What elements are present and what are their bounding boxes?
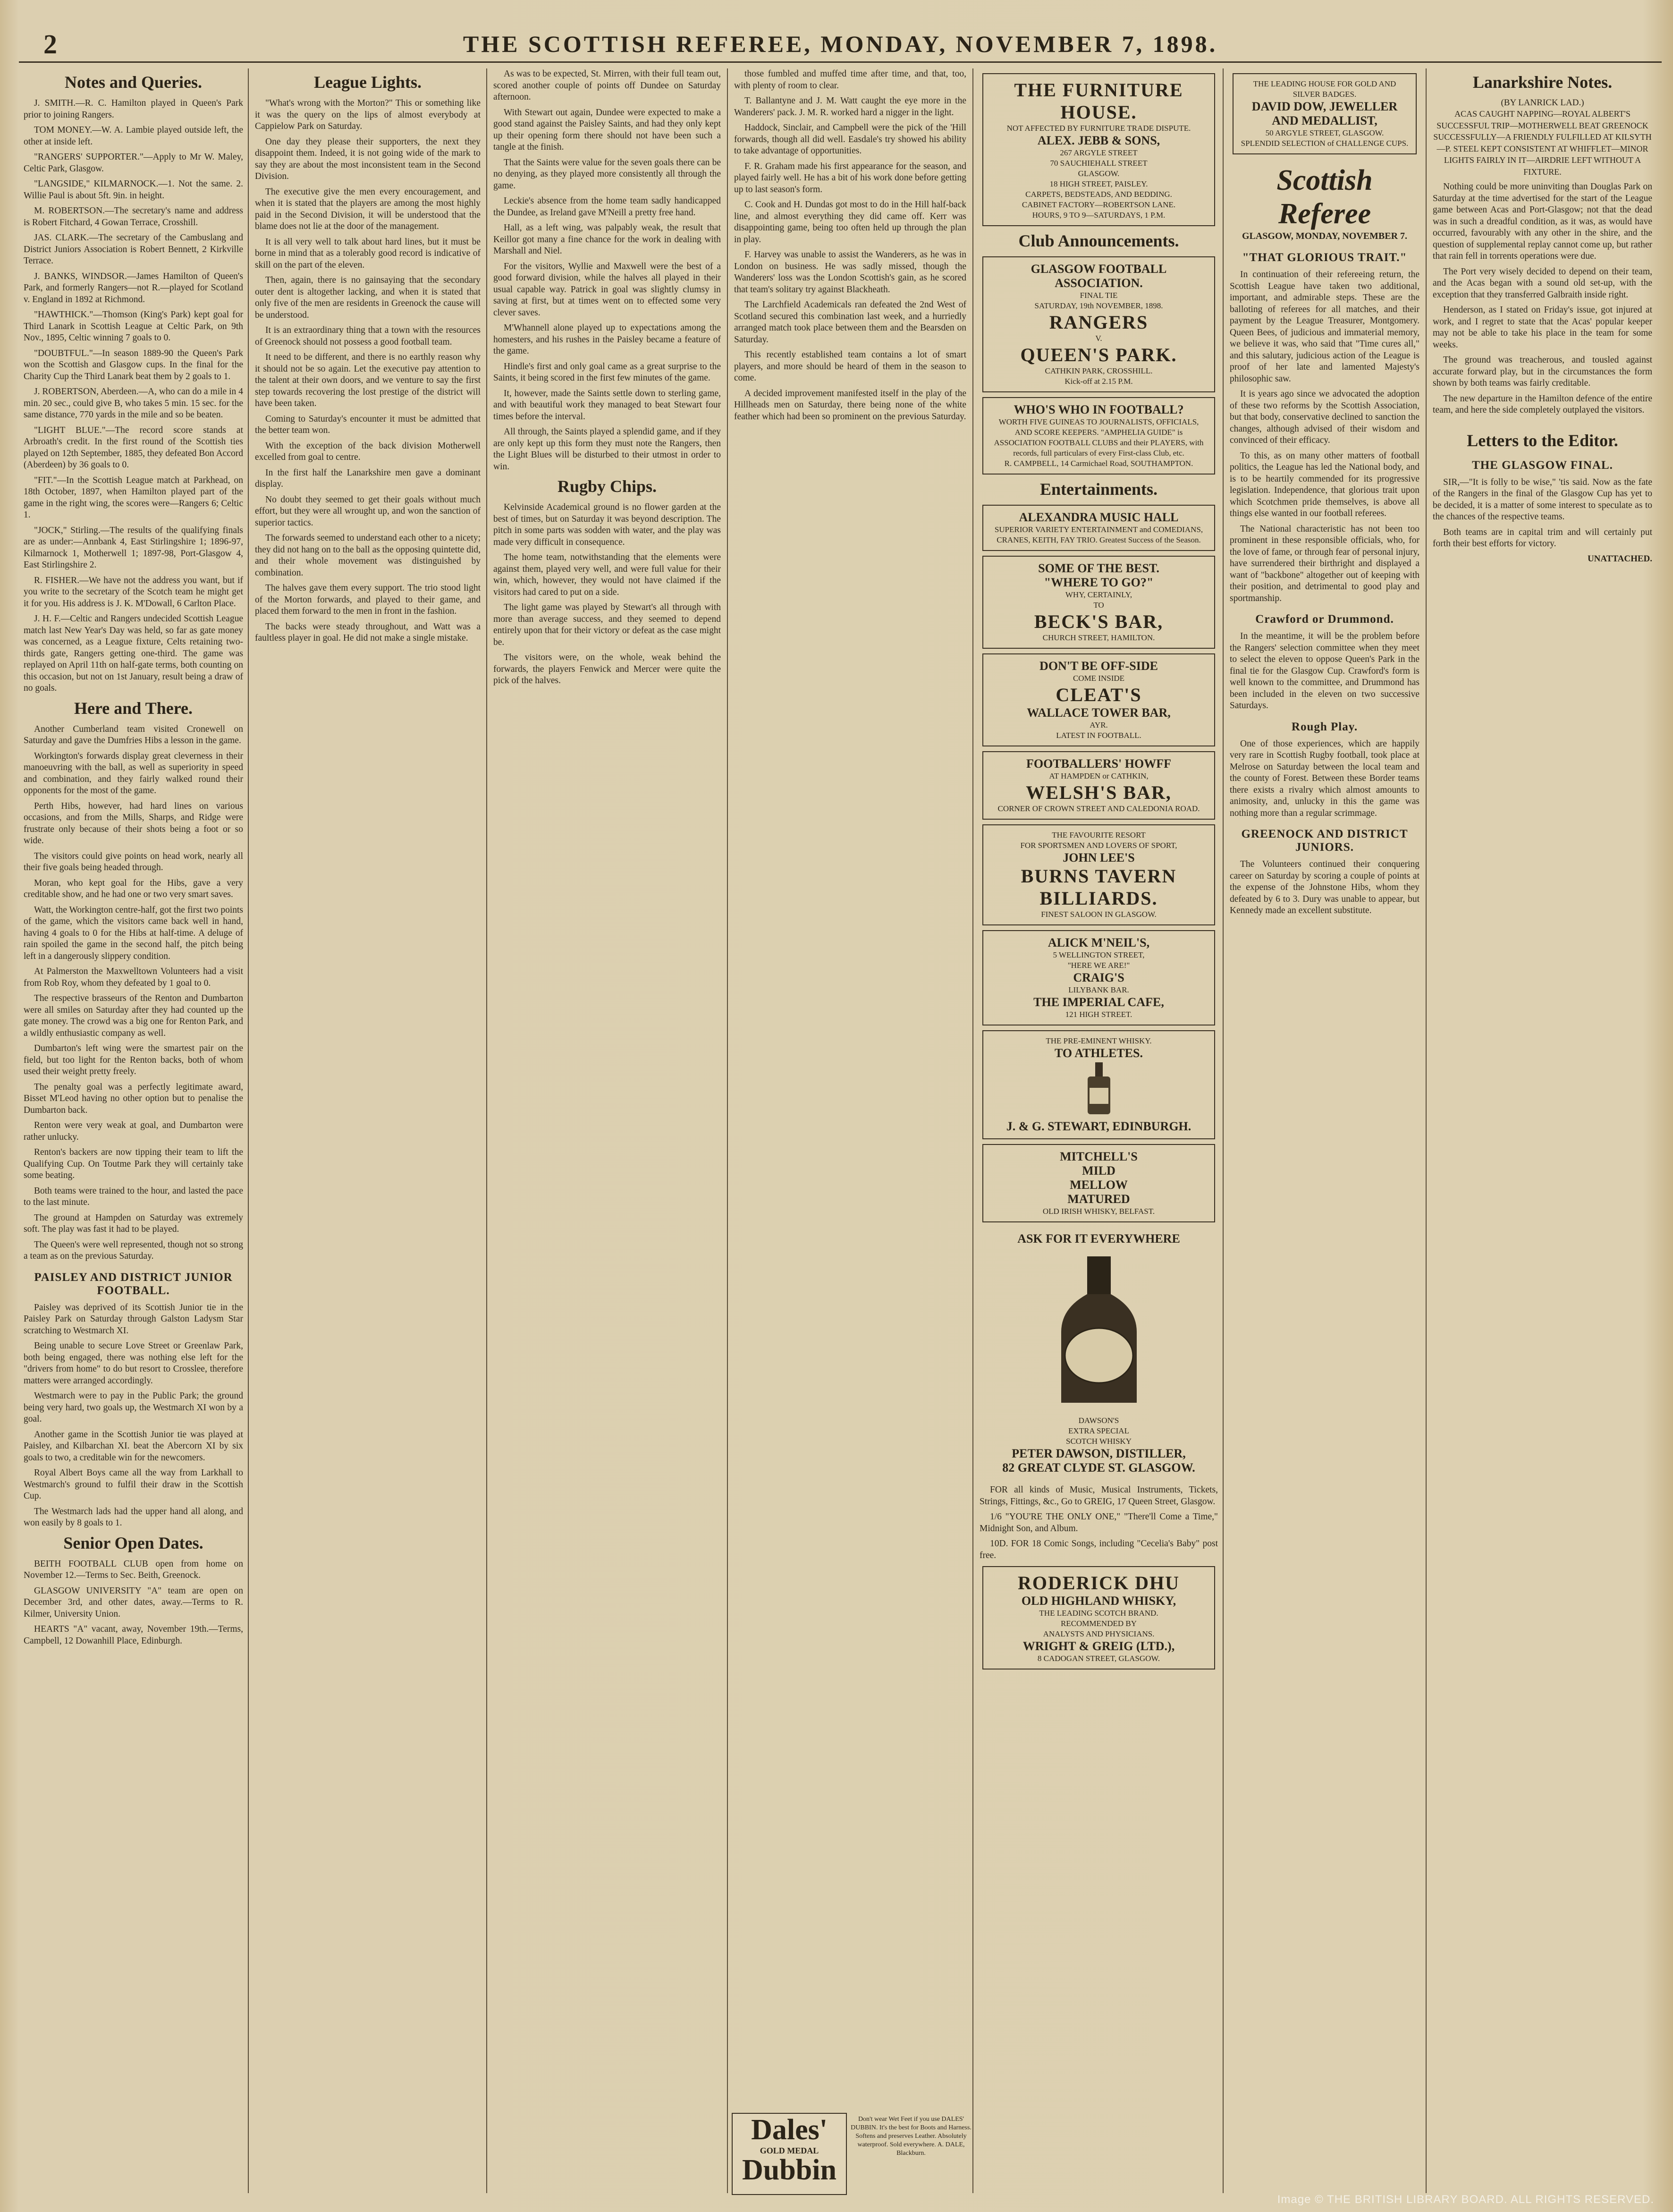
article-paragraph: J. ROBERTSON, Aberdeen.—A, who can do a mile in 4 min. 20 sec., could give B, who takes 5 min. 15 sec. for the same distance, 770 yards in the mile and so be beaten. (24, 387, 243, 420)
stewart-whisky-ad (982, 1030, 1215, 1139)
ad-line: SATURDAY, 19th NOVEMBER, 1898. (1034, 301, 1163, 310)
ad-address: 70 SAUCHIEHALL STREET (1050, 159, 1148, 168)
article-paragraph: It is all very well to talk about hard lines, but it must be borne in mind that as a tolerably good record is indicative of skill on the part of the eleven. (255, 237, 481, 270)
ad-line: COME INSIDE (1073, 674, 1125, 683)
ad-line: R. CAMPBELL, 14 Carmichael Road, SOUTHAMPTON. (1004, 459, 1193, 468)
article-paragraph: J. H. F.—Celtic and Rangers undecided Scottish League match last New Year's Day was held, so far as gate money was concerned, as a League fixture, Celts retaining two-thirds gate, Rangers getting one-third. The game was replayed on April 11th on half-gate terms, both counting on this occasion, but not on 1st January, result being a draw of no goals. (24, 614, 243, 693)
ad-line: WRIGHT & GREIG (LTD.), (1022, 1639, 1175, 1653)
section-heading: Notes and Queries. (65, 73, 202, 92)
ad-line: FINAL TIE (1080, 291, 1118, 300)
article-paragraph: All through, the Saints played a splendid game, and if they are only kept up this form they must note the Rangers, then the Light Blues will be disturbed to their utmost in order to win. (493, 427, 721, 472)
article-paragraph: The backs were steady throughout, and Watt was a faultless player in goal. He did not make a single mistake. (255, 621, 481, 643)
paragraph-list (1230, 269, 1420, 604)
ad-title: THE PRE-EMINENT WHISKY. (1046, 1036, 1152, 1045)
ad-line: V. (1095, 334, 1102, 343)
article-paragraph: The ground at Hampden on Saturday was extremely soft. The play was fast it had to be played. (24, 1212, 243, 1234)
article-paragraph: The home team, notwithstanding that the elements were against them, played very well, and were full value for their win, which, however, they would not have claimed if the visitors had cared to put on a side. (493, 552, 721, 597)
column-notes-and-queries (24, 68, 243, 2193)
article-paragraph: JAS. CLARK.—The secretary of the Cambuslang and District Juniors Association is Robert Bennett, 2 Kirkville Terrace. (24, 233, 243, 266)
article-paragraph: The respective brasseurs of the Renton and Dumbarton were all smiles on Saturday after they had counted up the gate money. The crowd was a big one for Renton Park, and a wildly enthusiastic company as well. (24, 993, 243, 1038)
section-heading: Entertainments. (1040, 480, 1158, 499)
paragraph-list (493, 68, 721, 473)
article-paragraph: Royal Albert Boys came all the way from Larkhall to Westmarch's ground to fulfil their draw in the Scottish Cup. (24, 1468, 243, 1501)
article-paragraph: Moran, who kept goal for the Hibs, gave a very creditable show, and he had one or two very smart saves. (24, 878, 243, 899)
ad-subtitle: NOT AFFECTED BY FURNITURE TRADE DISPUTE. (1006, 124, 1191, 133)
article-paragraph: Watt, the Workington centre-half, got the first two points of the game, which the visitors came back well in hand, having 4 goals to 0 for the Hibs at half-time. A deluge of rain spoiled the game in the second half, the pitch being left in a dangerously slippery condition. (24, 905, 243, 961)
article-paragraph: The Queen's were well represented, though not so strong a team as on the previous Saturday. (24, 1239, 243, 1261)
ad-line: THE FAVOURITE RESORT (1052, 831, 1146, 839)
article-paragraph: "JOCK," Stirling.—The results of the qualifying finals are as under:—Annbank 4, East Stirlingshire 1; 1896-97, Kilmarnock 1, Motherwell 1; 1897-98, Port-Glasgow 4, East Stirlingshire 2. (24, 525, 243, 570)
ad-line: OLD IRISH WHISKY, BELFAST. (1042, 1207, 1155, 1216)
small-ads-list (980, 1484, 1218, 1561)
ad-line: ANALYSTS AND PHYSICIANS. (1043, 1629, 1155, 1638)
column-rule (248, 68, 249, 2193)
dawson-whisky-ad (982, 1227, 1215, 1480)
paragraph-list (1433, 181, 1652, 416)
column-rule (1426, 68, 1427, 2193)
article-paragraph: BEITH FOOTBALL CLUB open from home on November 12.—Terms to Sec. Beith, Greenock. (24, 1559, 243, 1580)
ad-line: "WHERE TO GO?" (1044, 576, 1154, 589)
article-paragraph: To this, as on many other matters of football politics, the League has led the National body, and is to be heartily commended for its progressive legislation. Independence, that glorious trait upon which Scotchmen pride themselves, is above all things else wanted in our football referees. (1230, 450, 1420, 518)
article-paragraph: Both teams are in capital trim and will certainly put forth their best efforts for victory. (1433, 527, 1652, 549)
paragraph-list (1230, 859, 1420, 917)
ad-title: ALEXANDRA MUSIC HALL (1019, 510, 1179, 524)
article-paragraph: Leckie's absence from the home team sadly handicapped the Dundee, as Ireland gave M'Neill a pretty free hand. (493, 196, 721, 218)
article-paragraph: GLASGOW UNIVERSITY "A" team are open on December 3rd, and other dates, away.—Terms to R. Kilmer, University Union. (24, 1585, 243, 1619)
article-paragraph: The penalty goal was a perfectly legitimate award, Bisset M'Leod having no other option but to penalise the Dumbarton back. (24, 1082, 243, 1115)
section-heading: Rugby Chips. (557, 477, 657, 496)
article-paragraph: J. SMITH.—R. C. Hamilton played in Queen's Park prior to joining Rangers. (24, 98, 243, 120)
newspaper-title: THE SCOTTISH REFEREE, MONDAY, NOVEMBER 7, 1898. (463, 31, 1218, 57)
article-paragraph: The visitors were, on the whole, weak behind the forwards, the players Fenwick and Mercer were quite the pick of the halves. (493, 653, 721, 686)
sub-heading: Crawford or Drummond. (1255, 613, 1394, 626)
ad-line: BURNS TAVERN (1021, 865, 1177, 887)
article-paragraph: Both teams were trained to the hour, and lasted the pace to the last minute. (24, 1186, 243, 1207)
cleats-bar-ad (982, 653, 1215, 746)
ad-line: LATEST IN FOOTBALL. (1056, 731, 1141, 740)
sub-heading: Rough Play. (1291, 720, 1358, 733)
article-paragraph: Dumbarton's left wing were the smartest pair on the field, but too light for the Renton backs, both of whom used their weight pretty freely. (24, 1043, 243, 1076)
ad-firm: ALEX. JEBB & SONS, (1037, 134, 1160, 147)
dales-dubbin-ad (732, 2113, 847, 2195)
article-paragraph: It is years ago since we advocated the adoption of these two reforms by the Scottish Association, but that body, conservative declined to sanction the changes, although advised of their wisdom and convinced of their efficacy. (1230, 389, 1420, 445)
paragraph-list (493, 502, 721, 687)
ad-city: GLASGOW. (1078, 169, 1120, 178)
article-paragraph: The ground was treacherous, and tousled against accurate forward play, but in the circumstances the form shown by both teams was fairly creditable. (1433, 355, 1652, 388)
article-paragraph: 1/6 "YOU'RE THE ONLY ONE," "There'll Come a Time," Midnight Son, and Album. (980, 1512, 1218, 1534)
ad-line: SPLENDID SELECTION of CHALLENGE CUPS. (1241, 139, 1409, 148)
article-paragraph: "LANGSIDE," KILMARNOCK.—1. Not the same. 2. Willie Paul is about 5ft. 9in. in height. (24, 179, 243, 201)
music-hall-ad (982, 505, 1215, 551)
article-paragraph: It is an extraordinary thing that a town with the resources of Greenock should not possess a good football team. (255, 325, 481, 347)
summary: ACAS CAUGHT NAPPING—ROYAL ALBERT'S SUCCESSFUL TRIP—MOTHERWELL BEAT GREENOCK SUCCESSFULLY—A FRIENDLY FULFILLED AT KILSYTH—P. STEEL KEPT CONSISTENT AT WHIFFLET—MINOR LIGHTS FAIRLY IN IT—AIRDRIE LEFT WITHOUT A FIXTURE. (1433, 109, 1652, 177)
paragraph-list (24, 724, 243, 1263)
ad-line: BILLIARDS. (1039, 888, 1158, 909)
article-paragraph: The Volunteers continued their conquering career on Saturday by scoring a couple of points at the expense of the Johnstone Hibs, whom they defeated by 6 to 3. Dury was unable to appear, but Kennedy made an excellent substitute. (1230, 859, 1420, 915)
article-paragraph: This recently established team contains a lot of smart players, and more should be heard of them in the season to come. (734, 350, 966, 383)
becks-bar-ad (982, 556, 1215, 649)
whisky-bottle-icon (1028, 1252, 1170, 1407)
article-paragraph: M'Whannell alone played up to expectations among the homesters, and his rushes in the Paisley became a feature of the game. (493, 323, 721, 356)
article-paragraph: No doubt they seemed to get their goals without much effort, but they were all wrought up, and won the sanction of superior tactics. (255, 494, 481, 528)
ad-line: BECK'S BAR, (1034, 611, 1164, 632)
referee-title: Scottish Referee (1276, 164, 1373, 230)
ad-address: 267 ARGYLE STREET (1060, 148, 1138, 157)
ad-line: FOOTBALLERS' HOWFF (1026, 757, 1171, 771)
paragraph-list (734, 68, 966, 423)
ad-line: AYR. (1090, 720, 1108, 729)
ad-line: GLASGOW FOOTBALL ASSOCIATION. (1031, 262, 1167, 290)
referee-dateline: GLASGOW, MONDAY, NOVEMBER 7. (1242, 231, 1408, 241)
article-paragraph: With Stewart out again, Dundee were expected to make a good stand against the Paisley Saints, and had they only kept up their opening form there should not have been such a tangle at the finish. (493, 107, 721, 152)
article-paragraph: "RANGERS' SUPPORTER."—Apply to Mr W. Maley, Celtic Park, Glasgow. (24, 152, 243, 174)
burns-tavern-ad (982, 824, 1215, 925)
ad-line: CORNER OF CROWN STREET AND CALEDONIA ROAD. (997, 804, 1200, 813)
ad-line: PETER DAWSON, DISTILLER, (1012, 1447, 1186, 1460)
article-paragraph: "LIGHT BLUE."—The record score stands at Arbroath's credit. In the first round of the Scottish ties played on 12th September, 1885, they defeated Bon Accord (Aberdeen) by 36 goals to 0. (24, 425, 243, 470)
ad-line: THE LEADING HOUSE FOR GOLD AND SILVER BADGES. (1253, 79, 1396, 99)
column-league-lights-cont (493, 68, 721, 2193)
paragraph-list (1230, 631, 1420, 712)
ad-line: DAVID DOW, JEWELLER AND MEDALLIST, (1251, 100, 1398, 127)
referee-masthead (1230, 164, 1420, 242)
article-paragraph: R. FISHER.—We have not the address you want, but if you write to the secretary of the Scotch team he might get it for you. His address is J. K. M'Dowall, 6 Carlton Place. (24, 575, 243, 609)
article-paragraph: For the visitors, Wyllie and Maxwell were the best of a good forward division, while the halves all played in their usual capable way. Patrick in goal was slightly clumsy in saving at first, but at times went on to effected some very clever saves. (493, 261, 721, 318)
ad-line: MILD (1082, 1164, 1115, 1178)
ad-slogan: ASK FOR IT EVERYWHERE (1017, 1232, 1180, 1246)
article-paragraph: those fumbled and muffed time after time, and that, too, with plenty of room to clear. (734, 69, 966, 91)
article-paragraph: In the first half the Lanarkshire men gave a dominant display. (255, 467, 481, 489)
paragraph-list (24, 1302, 243, 1529)
sub-heading: PAISLEY AND DISTRICT JUNIOR FOOTBALL. (34, 1271, 233, 1297)
sub-heading: GREENOCK AND DISTRICT JUNIORS. (1241, 828, 1408, 854)
section-heading: Senior Open Dates. (63, 1533, 203, 1552)
section-heading: Letters to the Editor. (1467, 431, 1618, 450)
ad-text: SUPERIOR VARIETY ENTERTAINMENT and COMEDIANS, CRANES, KEITH, FAY TRIO. Greatest Success of the Season. (994, 525, 1203, 544)
ad-line: MATURED (1067, 1192, 1130, 1206)
article-paragraph: Nothing could be more uninviting than Douglas Park on Saturday at the time advertised for the start of the League game between Acas and Port-Glasgow; not that the dead was in such a dreadful condition, as it was, as would have occurred, favourably with any other in the shire, and the question of supplemental replay cannot come up, but rather that rain fell in torrents operations were due. (1433, 182, 1652, 261)
column-rule (486, 68, 487, 2193)
ad-title: WHO'S WHO IN FOOTBALL? (1014, 403, 1184, 416)
paragraph-list (24, 1559, 243, 1647)
dales-ad-text: Don't wear Wet Feet if you use DALES' DUBBIN. It's the best for Boots and Harness. Softens and preserves Leather. Absolutely waterproof. Sold everywhere. A. DALE, Blackburn. (851, 2116, 972, 2157)
ad-line: "HERE WE ARE!" (1067, 961, 1130, 970)
article-paragraph: M. ROBERTSON.—The secretary's name and address is Robert Fitchard, 4 Gowan Terrace, Crosshill. (24, 206, 243, 228)
article-paragraph: It, however, made the Saints settle down to sterling game, and with beautiful work they managed to beat Stewart four times before the interval. (493, 388, 721, 422)
article-paragraph: Hindle's first and only goal came as a great surprise to the Saints, it being scored in the first few minutes of the game. (493, 361, 721, 383)
article-paragraph: "What's wrong with the Morton?" This or something like it was the query on the lips of almost everybody at Cappielow Park on Saturday. (255, 98, 481, 131)
ad-line: OLD HIGHLAND WHISKY, (1021, 1594, 1176, 1608)
article-paragraph: SIR,—"It is folly to be wise," 'tis said. Now as the fate of the Rangers in the final of the Glasgow Cup has yet to be decided, it is a matter of some interest to speculate as to the chances of the respective teams. (1433, 477, 1652, 522)
section-heading: Here and There. (74, 698, 193, 718)
ad-subtitle: GOLD MEDAL (760, 2146, 819, 2155)
column-rugby-cont (734, 68, 966, 2108)
ad-line: LILYBANK BAR. (1068, 985, 1129, 994)
article-paragraph: The new departure in the Hamilton defence of the entire team, and here the side completely outplayed the visitors. (1433, 393, 1652, 415)
article-paragraph: The Port very wisely decided to depend on their team, and the Acas began with a sound old set-up, with the exception that they transferred Galbraith inside right. (1433, 266, 1652, 300)
ad-line: ALICK M'NEIL'S, (1048, 936, 1150, 949)
team-name: QUEEN'S PARK. (1020, 344, 1177, 365)
bottle-label: EXTRA SPECIAL (1068, 1426, 1129, 1435)
article-paragraph: The executive give the men every encouragement, and when it is stated that the players are among the most highly paid in the Second Division, it will be understood that the blame does not lie at the door of the management. (255, 186, 481, 231)
column-advertisements (980, 68, 1218, 2193)
article-paragraph: Hall, as a left wing, was palpably weak, the result that Keillor got many a fine chance for the work in dealing with Marshall and Niel. (493, 223, 721, 256)
ad-line: THE LEADING SCOTCH BRAND. (1039, 1609, 1158, 1618)
image-credit: Image © THE BRITISH LIBRARY BOARD. ALL RIGHTS RESERVED. (1277, 2193, 1654, 2206)
article-paragraph: Haddock, Sinclair, and Campbell were the pick of the 'Hill forwards, though all did well. Easdale's try showed his ability to take advantage of opportunities. (734, 123, 966, 156)
article-paragraph: The light game was played by Stewart's all through with more than average success, and they seemed to depend entirely upon that for their victory or defeat as the case might be. (493, 602, 721, 647)
article-paragraph: It need to be different, and there is no earthly reason why it should not be so again. Let the executive pay attention to the talent at their own doors, and we venture to say the first step towards recovering the lost prestige of the district will have been taken. (255, 352, 481, 408)
article-paragraph: At Palmerston the Maxwelltown Volunteers had a visit from Rob Roy, whom they defeated by 1 goal to 0. (24, 966, 243, 988)
ad-line: 8 CADOGAN STREET, GLASGOW. (1037, 1654, 1160, 1663)
article-paragraph: Being unable to secure Love Street or Greenlaw Park, both being engaged, there was nothing else left for the "drivers from home" to do but resort to Crosslee, therefore matters were arranged accordingly. (24, 1341, 243, 1386)
ad-line: MITCHELL'S (1060, 1150, 1138, 1163)
article-paragraph: With the exception of the back division Motherwell excelled from goal to centre. (255, 441, 481, 462)
ad-line: FINEST SALOON IN GLASGOW. (1041, 910, 1157, 919)
article-paragraph: FOR all kinds of Music, Musical Instruments, Tickets, Strings, Fittings, &c., Go to GREIG, 17 Queen Street, Glasgow. (980, 1485, 1218, 1507)
paragraph-list (1230, 738, 1420, 820)
article-paragraph: Then, again, there is no gainsaying that the secondary outer dent is altogether lacking, and when it is stated that only five of the men are residents in Greenock the cause will be understood. (255, 275, 481, 320)
ad-line: TO ATHLETES. (1055, 1046, 1143, 1060)
team-name: RANGERS (1049, 312, 1149, 333)
ad-line: MELLOW (1070, 1178, 1128, 1192)
ad-line: 5 WELLINGTON STREET, (1053, 950, 1145, 959)
ad-text: WORTH FIVE GUINEAS TO JOURNALISTS, OFFICIALS, AND SCORE KEEPERS. "AMPHELIA GUIDE" is ASSOCIATION FOOTBALL CLUBS and their PLAYERS, with records, full particulars of every First-class Club, etc. (994, 417, 1204, 458)
article-paragraph: "HAWTHICK."—Thomson (King's Park) kept goal for Third Lanark in Scottish League at Celtic Park, on 9th Nov., 1895, Celtic winning 7 goals to 0. (24, 310, 243, 343)
article-paragraph: A decided improvement manifested itself in the play of the Hillheads men on Saturday, there being none of the white feather which had been so prominent on the previous Saturday. (734, 388, 966, 422)
ad-line: 82 GREAT CLYDE ST. GLASGOW. (1002, 1461, 1195, 1475)
masthead (19, 28, 1662, 63)
article-paragraph: F. Harvey was unable to assist the Wanderers, as he was in London on business. He was sadly missed, though the Wanderers' loss was the London Scottish's gain, as he scored that team's solitary try against Blackheath. (734, 250, 966, 295)
ad-line: CABINET FACTORY—ROBERTSON LANE. (1022, 200, 1176, 209)
ad-line: CATHKIN PARK, CROSSHILL. (1045, 366, 1153, 375)
article-paragraph: C. Cook and H. Dundas got most to do in the Hill half-back line, and almost everything they did came off. Kerr was disappointing game, being too often held up through the plan in play. (734, 200, 966, 245)
column-lanarkshire-notes (1433, 68, 1652, 2193)
ad-line: 121 HIGH STREET. (1065, 1010, 1132, 1019)
article-paragraph: TOM MONEY.—W. A. Lambie played outside left, the other at inside left. (24, 125, 243, 147)
ad-brand: Dales' (751, 2114, 828, 2146)
mitchells-whisky-ad (982, 1144, 1215, 1222)
article-paragraph: F. R. Graham made his first appearance for the season, and played fairly well. He has a bit of his work done before getting up to last season's form. (734, 161, 966, 195)
article-paragraph: The forwards seemed to understand each other to a nicety; they did not hang on to the ball as the opposing quintette did, and their whole movement was distinguished by combination. (255, 533, 481, 578)
column-editorial (1230, 68, 1420, 2193)
article-paragraph: Workington's forwards display great cleverness in their manoeuvring with the ball, as well as superiority in speed and combination, and they fairly walked round their opponents for the most of the game. (24, 751, 243, 796)
bottle-label: SCOTCH WHISKY (1065, 1437, 1132, 1446)
article-paragraph: T. Ballantyne and J. M. Watt caught the eye more in the Wanderers' pack. J. M. R. worked hard a nigger in the light. (734, 96, 966, 118)
ad-title: THE FURNITURE HOUSE. (1014, 79, 1183, 123)
furniture-house-ad (982, 73, 1215, 226)
ad-line: FOR SPORTSMEN AND LOVERS OF SPORT, (1020, 841, 1177, 850)
article-paragraph: One day they please their supporters, the next they disappoint them. Indeed, it is not going wide of the mark to say they are about the most inconsistent team in the Second Division. (255, 136, 481, 181)
david-dow-ad (1233, 73, 1417, 154)
ad-line: AT HAMPDEN or CATHKIN, (1049, 771, 1149, 780)
section-heading: League Lights. (313, 73, 422, 92)
ad-line: TO (1093, 601, 1104, 610)
article-paragraph: One of those experiences, which are happily very rare in Scottish Rugby football, took place at Melrose on Saturday between the local team and the county of Forest. Between these Border teams there exists a rivalry which almost amounts to animosity, and, unlucky in this the game was nothing more than a regular scrimmage. (1230, 738, 1420, 818)
article-paragraph: The National characteristic has not been too prominent in these responsible officials, who, for the love of fame, or through fear of personal injury, have surrendered their birthright and displayed a want of "backbone" altogether out of keeping with their position, and detrimental to good play and sportmanship. (1230, 524, 1420, 603)
article-paragraph: In continuation of their refereeing return, the Scottish League have taken two additional, important, and admirable steps. These are the balloting of referees for all matches, and their payment by the League Treasurer, Montgomery. Queen Bees, of judicious and immaterial memory, we believe it was, who said that "Time cures all," and this salutary, judicious action of the League is proof of her late and lamented Majesty's philosophic saw. (1230, 270, 1420, 384)
article-paragraph: 10D. FOR 18 Comic Songs, including "Cecelia's Baby" post free. (980, 1539, 1218, 1560)
whisky-bottle-icon (1080, 1060, 1118, 1117)
ad-brand: J. & G. STEWART, EDINBURGH. (1006, 1119, 1191, 1133)
editorial-heading: "THAT GLORIOUS TRAIT." (1242, 251, 1407, 264)
article-paragraph: "DOUBTFUL."—In season 1889-90 the Queen's Park won the Scottish and Glasgow cups. In the final for the Charity Cup the Third Lanark beat them by 2 goals to 1. (24, 348, 243, 381)
article-paragraph: Westmarch were to pay in the Public Park; the ground being very hard, two goals up, the Westmarch XI won by a goal. (24, 1391, 243, 1424)
welsh-bar-ad (982, 751, 1215, 820)
article-paragraph: The Westmarch lads had the upper hand all along, and won easily by 8 goals to 1. (24, 1506, 243, 1528)
article-paragraph: Paisley was deprived of its Scottish Junior tie in the Paisley Park on Saturday through Galston Ladysm Star scratching to Westmarch XI. (24, 1302, 243, 1336)
article-paragraph: In the meantime, it will be the problem before the Rangers' selection committee when they meet to select the eleven to oppose Queen's Park in the final tie for the Glasgow Cup. Crawford's form is well known to the committee, and Drummond has been included in the eleven on two successive Saturdays. (1230, 631, 1420, 711)
ad-line: WELSH'S BAR, (1026, 782, 1172, 803)
article-paragraph: HEARTS "A" vacant, away, November 19th.—Terms, Campbell, 12 Dowanhill Place, Edinburgh. (24, 1624, 243, 1646)
paragraph-list (24, 98, 243, 695)
ad-product: Dubbin (742, 2154, 836, 2186)
letter-signoff: UNATTACHED. (1587, 553, 1652, 564)
article-paragraph: Perth Hibs, however, had hard lines on various occasions, and from the Mills, Sharps, and Ridge were frustrate only because of their shots being a foot or so wide. (24, 801, 243, 846)
article-paragraph: Renton's backers are now tipping their team to lift the Qualifying Cup. On Toutme Park they will certainly take some beating. (24, 1147, 243, 1180)
ad-hours: HOURS, 9 TO 9—SATURDAYS, 1 P.M. (1032, 211, 1166, 220)
article-paragraph: "FIT."—In the Scottish League match at Parkhead, on 18th October, 1897, when Hamilton played part of the game in the right wing, the scores were—Rangers 6; Celtic 1. (24, 475, 243, 520)
ad-line: DON'T BE OFF-SIDE (1039, 659, 1158, 673)
roderick-dhu-ad (982, 1566, 1215, 1670)
article-paragraph: Henderson, as I stated on Friday's issue, got injured at work, and I regret to state that the Acas' popular keeper may not be able to take his place in the team for some weeks. (1433, 305, 1652, 350)
section-heading: Lanarkshire Notes. (1472, 73, 1613, 92)
sub-heading: THE GLASGOW FINAL. (1472, 458, 1613, 472)
gfa-final-ad (982, 256, 1215, 392)
article-paragraph: The Larchfield Academicals ran defeated the 2nd West of Scotland secured this combination last week, and a hurriedly arranged match took place between them and the Bearsden on Saturday. (734, 300, 966, 345)
article-paragraph: Another game in the Scottish Junior tie was played at Paisley, and Kilbarchan XI. beat the Abercorn XI by six goals to two, a creditable win for the newcomers. (24, 1429, 243, 1463)
article-paragraph: That the Saints were value for the seven goals there can be no denying, as they played more consistently all through the game. (493, 157, 721, 191)
column-league-lights (255, 68, 481, 2193)
whos-who-ad (982, 397, 1215, 475)
article-paragraph: Renton were very weak at goal, and Dumbarton were rather unlucky. (24, 1120, 243, 1142)
ad-line: RODERICK DHU (1018, 1572, 1180, 1593)
column-rule (1223, 68, 1224, 2193)
article-paragraph: Kelvinside Academical ground is no flower garden at the best of times, but on Saturday it was beyond description. The pitch in some parts was sodden with water, and the play was made very difficult in consequence. (493, 502, 721, 547)
ad-address: 18 HIGH STREET, PAISLEY. (1049, 179, 1148, 188)
bottle-label: DAWSON'S (1078, 1416, 1119, 1425)
article-paragraph: Another Cumberland team visited Cronewell on Saturday and gave the Dumfries Hibs a lesson in the game. (24, 724, 243, 746)
ad-line: 50 ARGYLE STREET, GLASGOW. (1265, 128, 1384, 137)
article-paragraph: The halves gave them every support. The trio stood light of the Morton forwards, and played to their game, and placed them forward to the men in front in the fashion. (255, 583, 481, 616)
ad-line: Kick-off at 2.15 P.M. (1065, 377, 1133, 386)
column-rule (727, 68, 728, 2193)
article-paragraph: The visitors could give points on head work, nearly all their five goals being headed through. (24, 851, 243, 873)
ad-line: CHURCH STREET, HAMILTON. (1042, 633, 1155, 642)
ad-line: WHY, CERTAINLY, (1065, 590, 1132, 599)
paragraph-list (1433, 477, 1652, 550)
article-paragraph: As was to be expected, St. Mirren, with their full team out, scored another couple of points off Dundee on Saturday afternoon. (493, 69, 721, 102)
article-paragraph: J. BANKS, WINDSOR.—James Hamilton of Queen's Park, and formerly Rangers—not R.—played for Scotland v. England in 1892 at Richmond. (24, 271, 243, 305)
article-paragraph: Coming to Saturday's encounter it must be admitted that the better team won. (255, 414, 481, 435)
ad-line: JOHN LEE'S (1063, 851, 1135, 864)
section-heading: Club Announcements. (1018, 231, 1179, 250)
ad-line: CRAIG'S (1073, 971, 1124, 984)
ad-line: WALLACE TOWER BAR, (1027, 706, 1171, 720)
ad-line: RECOMMENDED BY (1060, 1619, 1137, 1628)
ad-line: CLEAT'S (1056, 684, 1142, 705)
mcneil-craig-ad (982, 930, 1215, 1025)
ad-line: THE IMPERIAL CAFE, (1033, 995, 1164, 1009)
paragraph-list (255, 98, 481, 644)
byline: (BY LANRICK LAD.) (1501, 98, 1584, 108)
ad-line: CARPETS, BEDSTEADS, AND BEDDING. (1025, 190, 1172, 199)
ad-line: SOME OF THE BEST. (1038, 561, 1159, 575)
page-number: 2 (43, 29, 57, 59)
column-rule (972, 68, 973, 2193)
